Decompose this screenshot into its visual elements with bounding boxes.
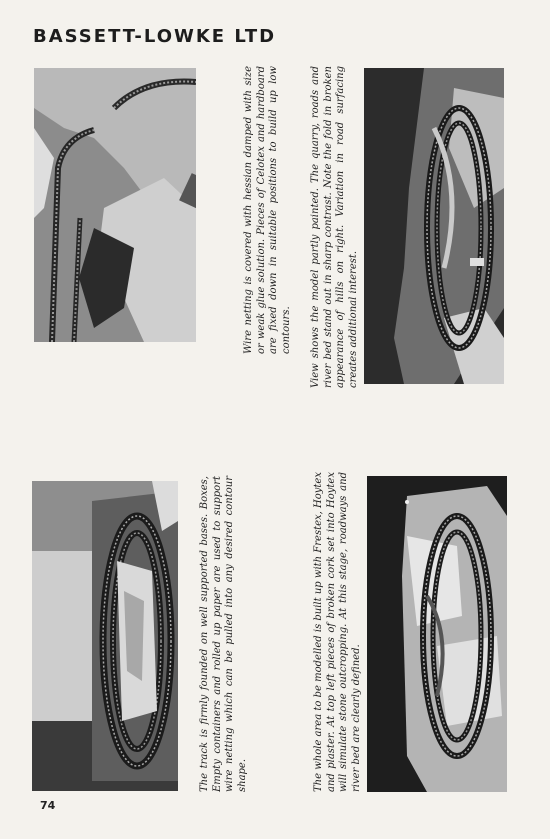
photo-terrain-closeup: [34, 68, 196, 342]
caption-partly-painted: View shows the model partly painted. The quarry, roads and river bed stand out in sharp contrast. Note the fold in broken appearance of hills on right. Variation in road surfacing creates additional interest.: [310, 66, 359, 388]
caption-wire-netting: Wire netting is covered with hessian damped with size or weak glue solution. Pieces of Celotex and hardboard are fixed down in suitable positions to build up low contours.: [243, 66, 292, 354]
page-number: 74: [40, 799, 56, 812]
photo-track-supports: [32, 481, 178, 791]
photo-modelled-area: [367, 476, 507, 792]
photo-partly-painted: [364, 68, 504, 384]
caption-modelled-area: The whole area to be modelled is built up with Frestex, Hoytex and plaster. At top left pieces of broken cork set into Hoytex will simulate stone outcropping. At this stage, roadways and river bed are clearly defined.: [313, 472, 362, 792]
caption-track-supports: The track is firmly founded on well supported bases. Boxes, Empty containers and rolled up paper are used to support wire netting which can be pulled into any desired contour shape.: [199, 476, 248, 792]
page-header: BASSETT-LOWKE LTD: [33, 26, 277, 47]
